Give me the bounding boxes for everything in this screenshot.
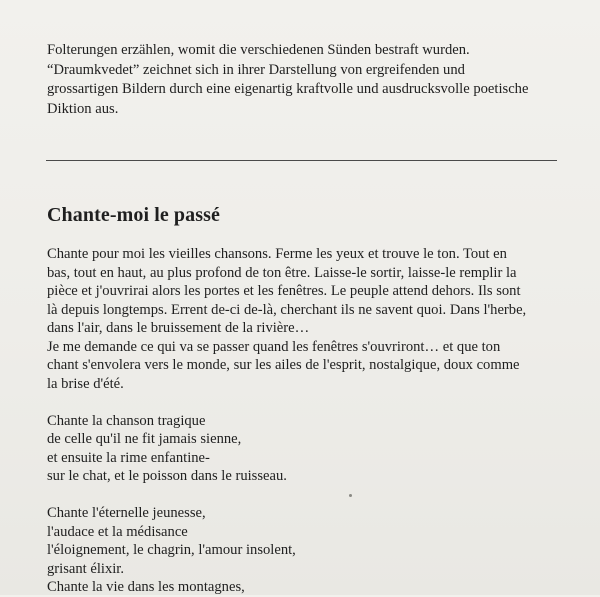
verse-line: Chante l'éternelle jeunesse, [47,505,206,521]
verse-line: de celle qu'il ne fit jamais sienne, [47,431,242,447]
intro-line: grossartigen Bildern durch eine eigenartig kraftvolle und ausdrucksvolle poetische [47,81,529,97]
paper-speck [349,494,352,497]
verse-line: grisant élixir. [47,560,125,577]
prose-line: chant s'envolera vers le monde, sur les ailes de l'esprit, nostalgique, doux comme [47,357,520,373]
intro-line: Diktion aus. [47,100,119,117]
verse-line: l'audace et la médisance [47,523,188,540]
verse-line: Chante la vie dans les montagnes, [47,579,245,595]
section-title: Chante-moi le passé [47,204,221,226]
prose-line: Chante pour moi les vieilles chansons. Ferme les yeux et trouve le ton. Tout en [47,246,507,262]
prose-line: Je me demande ce qui va se passer quand les fenêtres s'ouvriront… et que ton [47,338,501,355]
stanza-gap [47,486,577,505]
verse-line: l'éloignement, le chagrin, l'amour insolent, [47,542,296,558]
stanza-gap [47,393,577,412]
intro-line: “Draumkvedet” zeichnet sich in ihrer Darstellung von ergreifenden und [47,61,465,78]
prose-line: là depuis longtemps. Errent de-ci de-là, cherchant ils ne savent quoi. Dans l'herbe, [47,301,527,318]
prose-line: dans l'air, dans le bruissement de la rivière… [47,320,310,336]
verse-line: sur le chat, et le poisson dans le ruisseau. [47,468,287,484]
section-divider [46,160,557,161]
prose-line: bas, tout en haut, au plus profond de ton être. Laisse-le sortir, laisse-le remplir la [47,264,517,281]
verse-line: et ensuite la rime enfantine- [47,449,210,466]
verse-line: Chante la chanson tragique [47,412,206,429]
intro-paragraph [47,41,567,119]
prose-line: la brise d'été. [47,375,124,392]
poem-body [47,245,577,597]
intro-line: Folterungen erzählen, womit die verschiedenen Sünden bestraft wurden. [47,42,470,58]
prose-line: pièce et j'ouvrirai alors les portes et les fenêtres. Le peuple attend dehors. Ils sont [47,283,521,299]
